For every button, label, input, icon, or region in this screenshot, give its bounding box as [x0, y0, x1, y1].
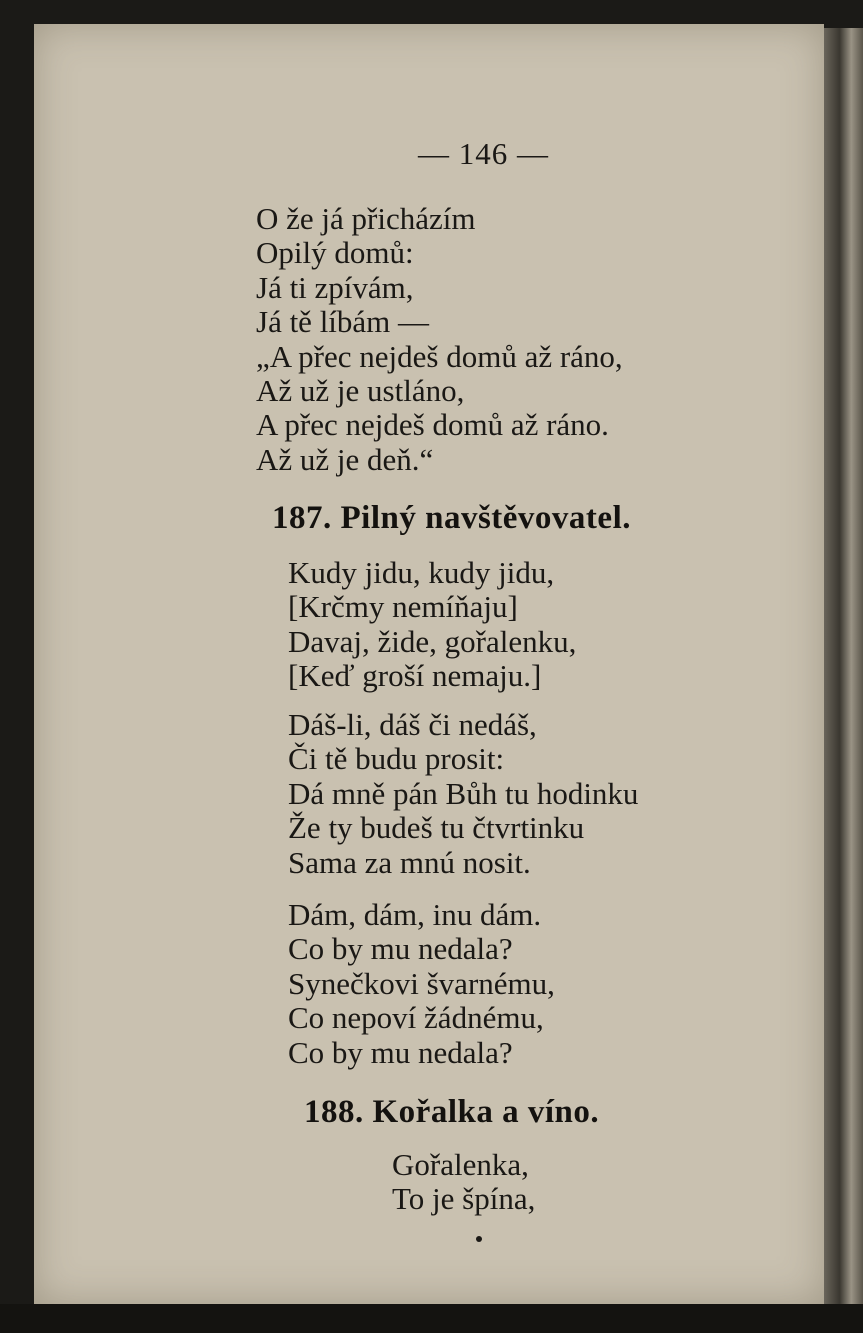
print-speck	[476, 1236, 482, 1242]
verse-line: Až už je deň.“	[256, 441, 434, 477]
verse-line: Davaj, žide, gořalenku,	[288, 623, 577, 659]
verse-line: Já ti zpívám,	[256, 269, 414, 305]
verse-line: Či tě budu prosit:	[288, 741, 505, 777]
song-187-title: 187. Pilný navštěvovatel.	[272, 500, 631, 536]
verse-line: Co nepoví žádnému,	[288, 1000, 544, 1036]
verse-line: Že ty budeš tu čtvrtinku	[288, 810, 585, 846]
verse-line: Gořalenka,	[392, 1147, 529, 1182]
verse-line: [Krčmy nemíňaju]	[288, 589, 518, 625]
verse-line: Kudy jidu, kudy jidu,	[288, 555, 555, 590]
verse-line: Co by mu nedala?	[288, 931, 513, 967]
verse-line: Dáš-li, dáš či nedáš,	[288, 707, 537, 742]
verse-line: Co by mu nedala?	[288, 1034, 513, 1070]
verse-line: Dá mně pán Bůh tu hodinku	[288, 775, 639, 811]
verse-line: O že já přicházím	[256, 201, 476, 236]
song-187-stanza-2	[288, 708, 638, 880]
intro-verse	[256, 202, 623, 477]
page-number: — 146 —	[418, 136, 549, 171]
song-187-stanza-1	[288, 556, 576, 694]
verse-line: A přec nejdeš domů až ráno.	[256, 407, 609, 443]
song-187-stanza-3	[288, 898, 555, 1070]
verse-line: Já tě líbám —	[256, 304, 430, 340]
verse-line: Až už je ustláno,	[256, 372, 465, 408]
verse-line: Opilý domů:	[256, 235, 414, 271]
verse-line: Dám, dám, inu dám.	[288, 897, 542, 932]
verse-line: „A přec nejdeš domů až ráno,	[256, 338, 623, 374]
verse-line: Synečkovi švarnému,	[288, 965, 555, 1001]
song-188-stanza-1	[392, 1148, 535, 1217]
verse-line: To je špína,	[392, 1181, 536, 1217]
verse-line: Sama za mnú nosit.	[288, 844, 531, 880]
scan-bottom-border	[0, 1304, 863, 1333]
verse-line: [Keď groší nemaju.]	[288, 658, 542, 694]
book-spine-edge	[824, 28, 863, 1318]
song-188-title: 188. Kořalka a víno.	[304, 1094, 600, 1130]
